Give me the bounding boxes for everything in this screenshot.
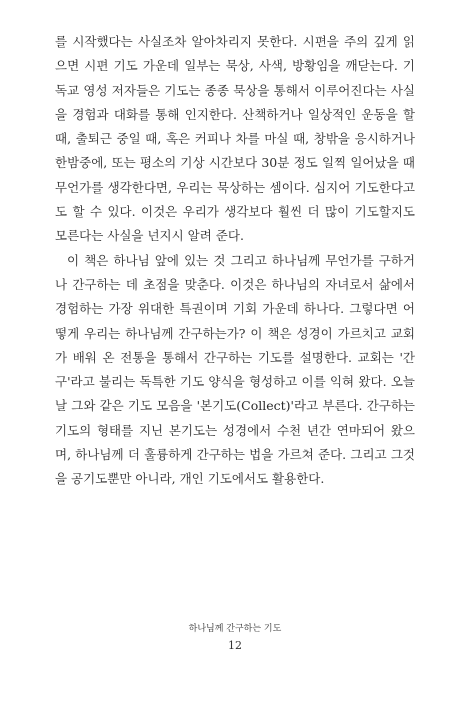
body-text xyxy=(55,30,415,492)
paragraph-2: 이 책은 하나님 앞에 있는 것 그리고 하나님께 무언가를 구하거나 간구하는 데 초점을 맞춘다. 이것은 하나님의 자녀로서 삶에서 경험하는 가장 위대한 특권이며 기회 가운데 하나다. 그렇다면 어떻게 우리는 하나님께 간구하는가? 이 책은 성경이 가르치고 교회가 배워 온 전통을 통해서 간구하는 기도를 설명한다. 교회는 '간구'라고 불리는 독특한 기도 양식을 형성하고 이를 익혀 왔다. 오늘날 그와 같은 기도 모음을 '본기도(Collect)'라고 부른다. 간구하는 기도의 형태를 지닌 본기도는 성경에서 수천 년간 연마되어 왔으며, 하나님께 더 훌륭하게 간구하는 법을 가르쳐 준다. 그리고 그것을 공기도뿐만 아니라, 개인 기도에서도 활용한다. xyxy=(55,252,415,487)
running-footer-title: 하나님께 간구하는 기도 xyxy=(188,624,282,634)
paragraph-1: 를 시작했다는 사실조차 알아차리지 못한다. 시편을 주의 깊게 읽으면 시편 기도 가운데 일부는 묵상, 사색, 방황임을 깨닫는다. 기독교 영성 저자들은 기도는 종종 묵상을 통해서 이루어진다는 사실을 경험과 대화를 통해 인지한다. 산책하거나 일상적인 운동을 할 때, 출퇴근 중일 때, 혹은 커피나 차를 마실 때, 창밖을 응시하거나 한밤중에, 또는 평소의 기상 시간보다 30분 정도 일찍 일어났을 때 무언가를 생각한다면, 우리는 묵상하는 셈이다. 심지어 기도한다고도 할 수 있다. 이것은 우리가 생각보다 훨씬 더 많이 기도할지도 모른다는 사실을 넌지시 알려 준다. xyxy=(55,34,415,244)
page-number: 12 xyxy=(228,639,242,652)
